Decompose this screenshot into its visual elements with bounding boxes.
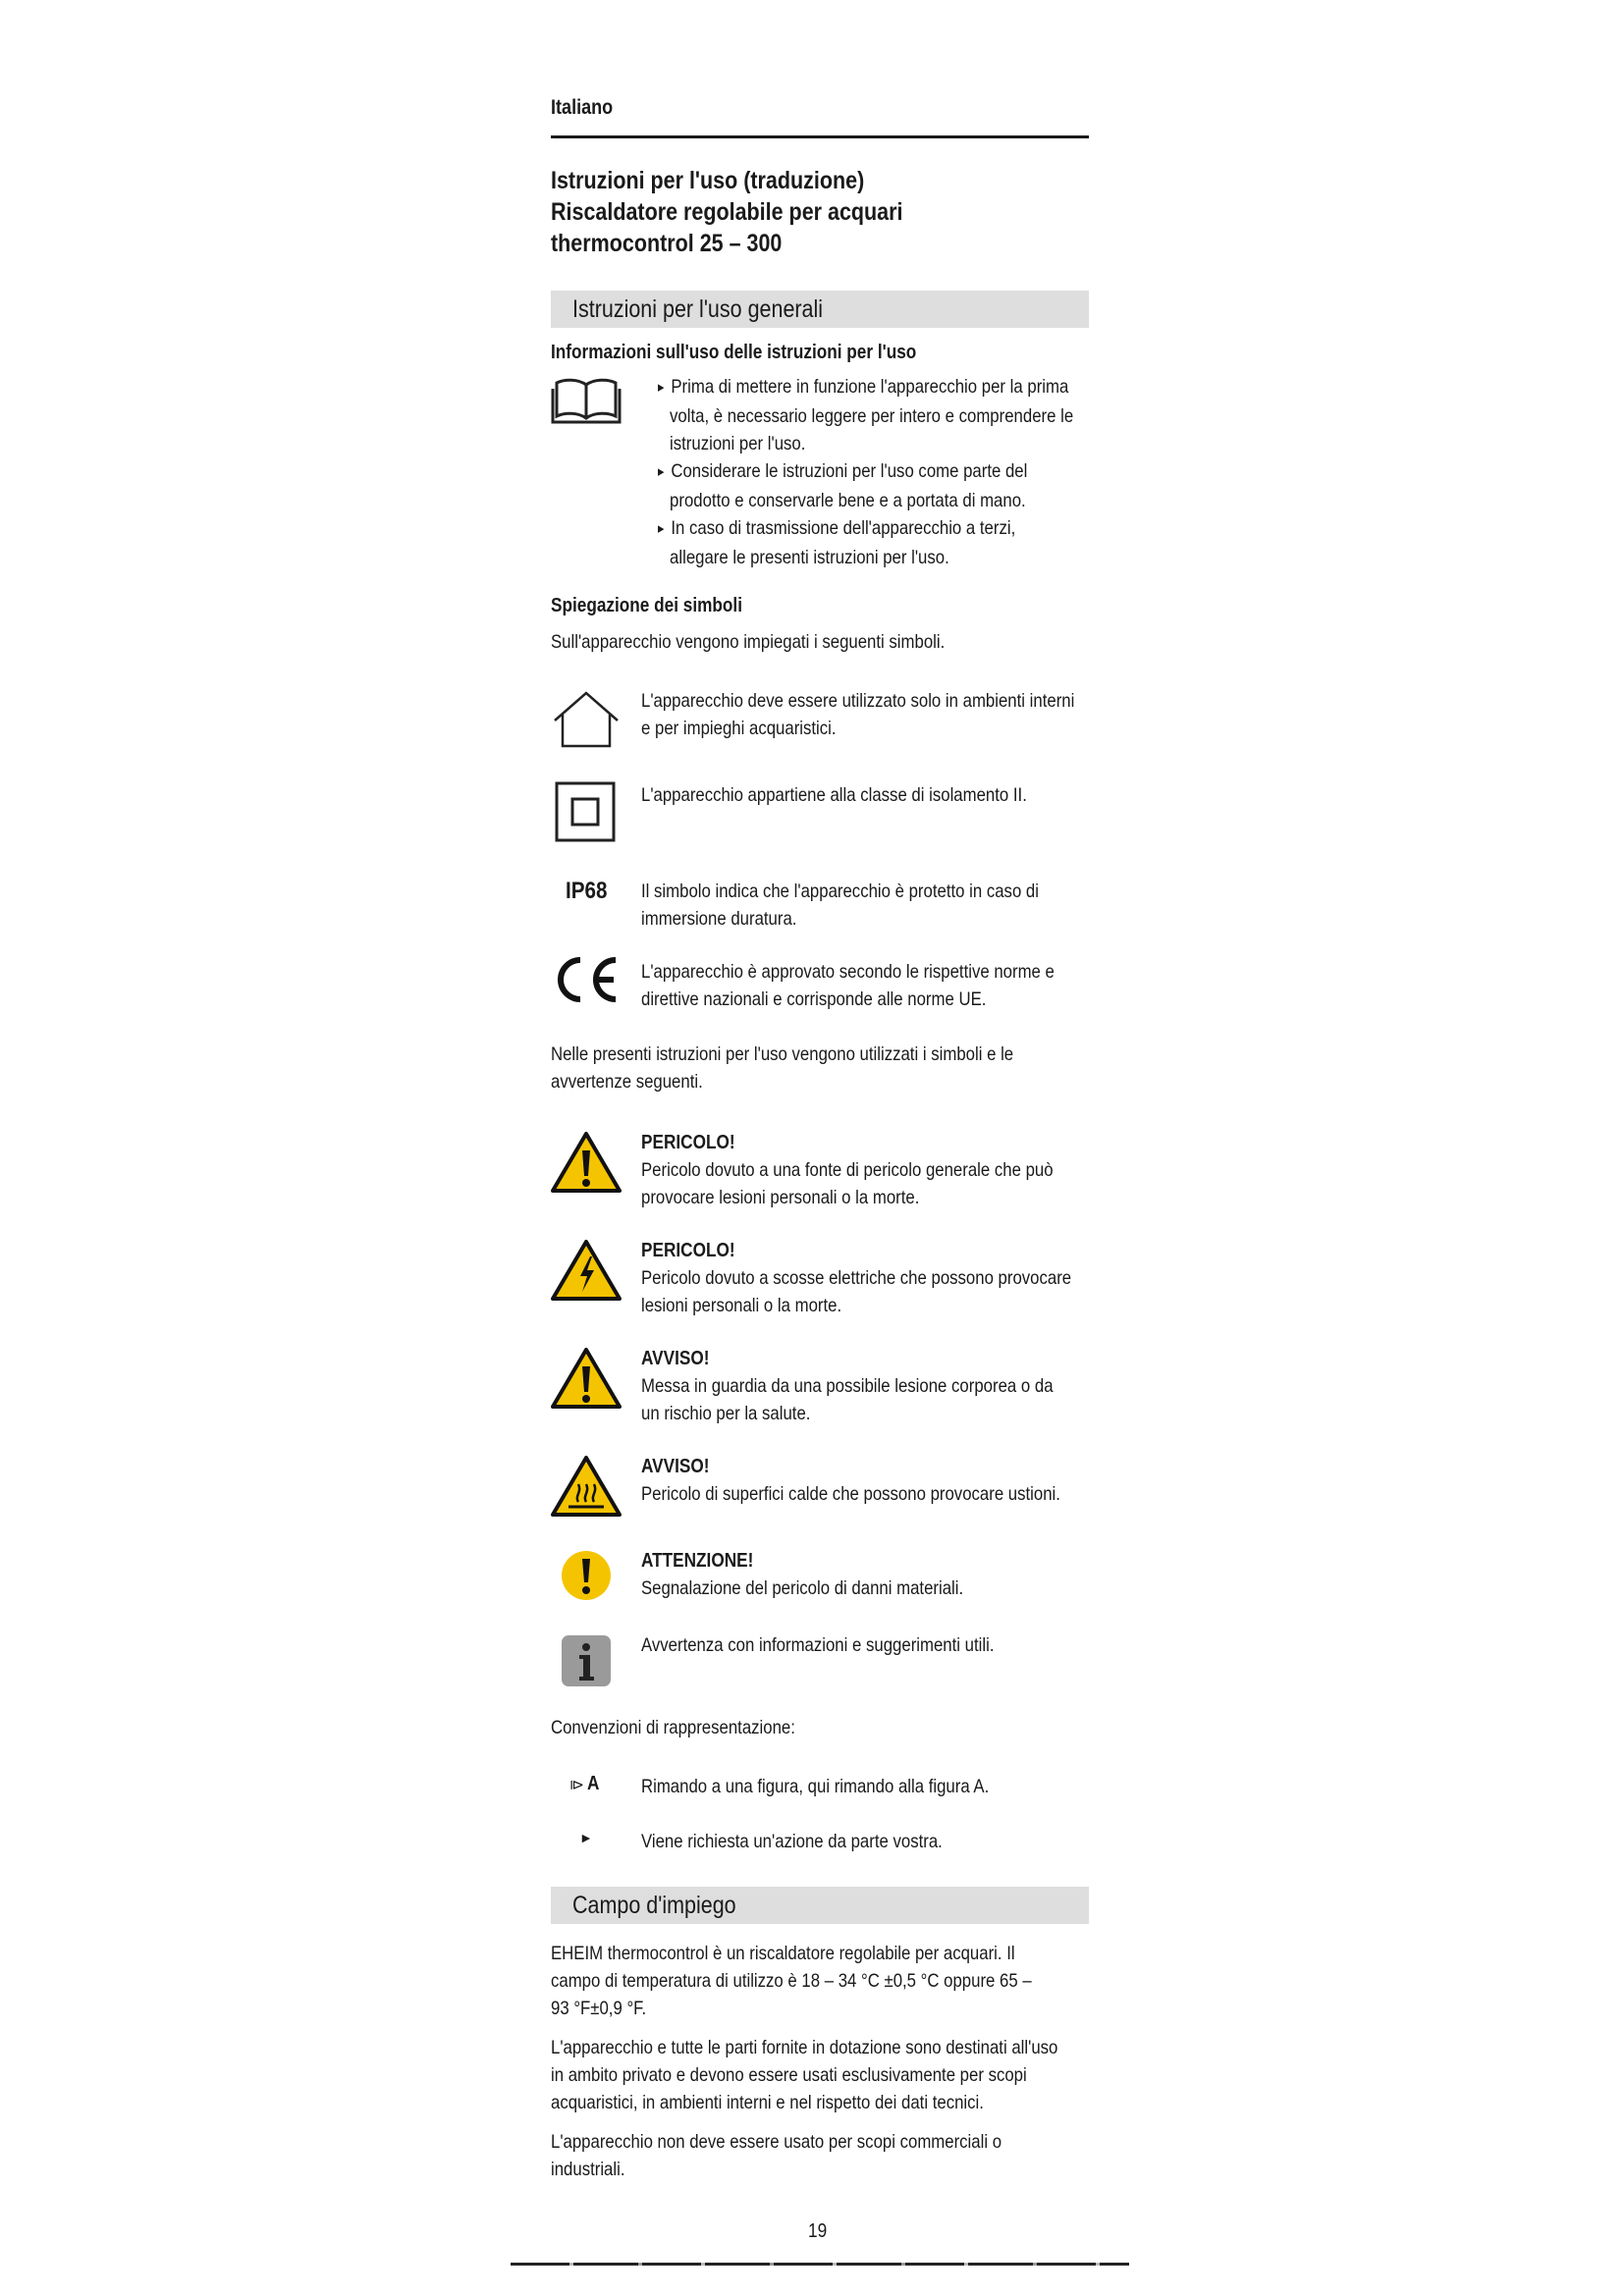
- symbol-ce-text: L'apparecchio è approvato secondo le rispettive norme e direttive nazionali e corrisponde alle norme UE.: [641, 961, 1055, 1010]
- info-note-text: Avvertenza con informazioni e suggerimenti utili.: [641, 1634, 995, 1656]
- house-icon: [551, 689, 622, 750]
- usage-paragraph-2: L'apparecchio e tutte le parti fornite in dotazione sono destinati all'uso in ambito privato e devono essere usati esclusivamente per scopi acquaristici, in ambienti interni e nel rispetto dei dati tecnici.: [551, 2037, 1058, 2113]
- bullet-3-line-1: ▸ In caso di trasmissione dell'apparecchio a terzi,: [658, 514, 1015, 544]
- warning-exclamation-icon: [551, 1347, 622, 1410]
- header-rule: [551, 135, 1089, 138]
- info-icon: [560, 1633, 613, 1688]
- document-title: Istruzioni per l'uso (traduzione) Riscaldatore regolabile per acquari thermocontrol 25 – 300: [551, 167, 903, 257]
- usage-paragraph-1: EHEIM thermocontrol è un riscaldatore regolabile per acquari. Il campo di temperatura di utilizzo è 18 – 34 °C ±0,5 °C oppure 65 – 93 °F±0,9 °F.: [551, 1943, 1032, 2019]
- warning-exclamation-icon: [551, 1131, 622, 1194]
- warning-hot-surface-icon: [551, 1455, 622, 1518]
- warnings-intro: Nelle presenti istruzioni per l'uso vengono utilizzati i simboli e le avvertenze seguenti.: [551, 1043, 1014, 1093]
- figure-reference-icon: ⧐: [569, 1777, 584, 1793]
- language-label: Italiano: [551, 96, 614, 119]
- conventions-heading: Convenzioni di rappresentazione:: [551, 1717, 795, 1738]
- symbol-class2-text: L'apparecchio appartiene alla classe di isolamento II.: [641, 784, 1027, 806]
- action-arrow-icon: ►: [579, 1830, 593, 1845]
- usage-paragraph-3: L'apparecchio non deve essere usato per scopi commerciali o industriali.: [551, 2131, 1002, 2180]
- ce-mark-icon: [551, 952, 623, 1007]
- warning-danger-electric: PERICOLO! Pericolo dovuto a scosse elettriche che possono provocare lesioni personali o la morte.: [641, 1240, 1072, 1316]
- page-number: 19: [808, 2220, 828, 2242]
- footer-rule: [511, 2263, 1129, 2266]
- book-icon: [551, 375, 622, 426]
- section-heading-general: Istruzioni per l'uso generali: [551, 291, 1089, 328]
- figure-reference-symbol: ⧐ A: [569, 1773, 600, 1794]
- info-bullets: ▸ Prima di mettere in funzione l'apparecchio per la prima volta, è necessario leggere per intero e comprendere le istruzioni per l'uso. ▸ Considerare le istruzioni per l'uso come parte del prodotto e conservarle bene e a portata di mano. ▸ In caso di trasmissione dell'apparecchio a terzi, allegare le presenti istruzioni per l'uso.: [658, 373, 1141, 571]
- warning-danger-general: PERICOLO! Pericolo dovuto a una fonte di pericolo generale che può provocare lesioni personali o la morte.: [641, 1132, 1054, 1208]
- warning-electric-icon: [551, 1239, 622, 1302]
- section-heading-usage: Campo d'impiego: [551, 1887, 1089, 1924]
- warning-attention: ATTENZIONE! Segnalazione del pericolo di danni materiali.: [641, 1550, 964, 1599]
- warning-notice-hot: AVVISO! Pericolo di superfici calde che possono provocare ustioni.: [641, 1456, 1060, 1505]
- symbol-ip68-text: Il simbolo indica che l'apparecchio è protetto in caso di immersione duratura.: [641, 881, 1039, 930]
- warning-notice-injury: AVVISO! Messa in guardia da una possibile lesione corporea o da un rischio per la salute.: [641, 1348, 1054, 1424]
- ip68-label: IP68: [566, 878, 608, 904]
- symbols-intro: Sull'apparecchio vengono impiegati i seguenti simboli.: [551, 631, 946, 653]
- convention-figure-text: Rimando a una figura, qui rimando alla figura A.: [641, 1776, 990, 1797]
- convention-action-text: Viene richiesta un'azione da parte vostra.: [641, 1831, 943, 1852]
- attention-circle-icon: [560, 1549, 613, 1602]
- double-square-icon: [555, 781, 616, 842]
- symbol-indoor-text: L'apparecchio deve essere utilizzato solo in ambienti interni e per impieghi acquaristici.: [641, 690, 1075, 739]
- bullet-1-line-1: ▸ Prima di mettere in funzione l'apparecchio per la prima: [658, 373, 1068, 402]
- bullet-2-line-1: ▸ Considerare le istruzioni per l'uso come parte del: [658, 457, 1027, 487]
- info-heading: Informazioni sull'uso delle istruzioni per l'uso: [551, 342, 917, 363]
- symbols-heading: Spiegazione dei simboli: [551, 595, 742, 616]
